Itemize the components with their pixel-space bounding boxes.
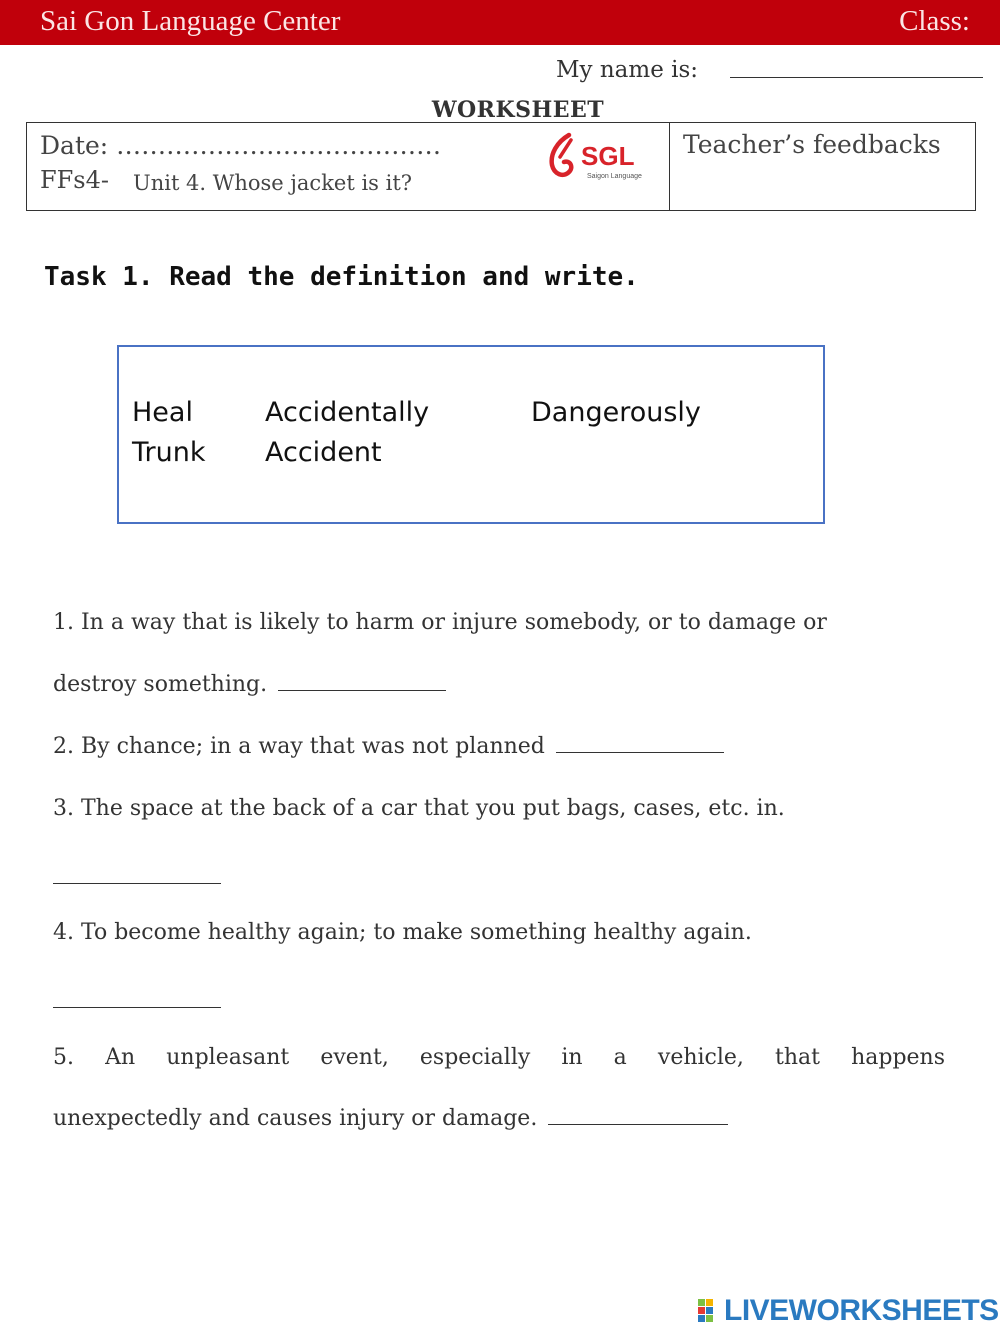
name-blank-line[interactable]: [730, 77, 983, 78]
question-1-text: destroy something.: [53, 672, 268, 697]
answer-blank-5[interactable]: [548, 1124, 728, 1125]
unit-title: Unit 4. Whose jacket is it?: [133, 171, 413, 195]
liveworksheets-watermark: LIVEWORKSHEETS: [724, 1294, 999, 1327]
word-heal: Heal: [132, 397, 193, 428]
liveworksheets-logo-icon: [697, 1298, 723, 1324]
word-accident: Accident: [265, 437, 382, 468]
answer-blank-3[interactable]: [53, 883, 221, 884]
answer-blank-1[interactable]: [278, 690, 446, 691]
task-heading: Task 1. Read the definition and write.: [44, 262, 639, 292]
answer-blank-2[interactable]: [556, 752, 724, 753]
unit-code: FFs4-: [40, 166, 109, 194]
info-left-cell: [27, 123, 670, 210]
name-label: My name is:: [556, 57, 699, 83]
word-dangerously: Dangerously: [531, 397, 701, 428]
question-2-text: 2. By chance; in a way that was not planned: [53, 734, 545, 759]
question-5-text: unexpectedly and causes injury or damage.: [53, 1106, 538, 1131]
question-3: 3. The space at the back of a car that you put bags, cases, etc. in.: [53, 796, 785, 821]
date-label: Date: …………………………………: [40, 131, 442, 160]
word-accidentally: Accidentally: [265, 397, 430, 428]
answer-blank-4[interactable]: [53, 1007, 221, 1008]
teacher-feedback-label: Teacher’s feedbacks: [683, 130, 941, 159]
class-label: Class:: [899, 5, 970, 37]
worksheet-title: WORKSHEET: [431, 97, 605, 123]
question-5-line-1: 5. An unpleasant event, especially in a vehicle, that happens: [53, 1045, 945, 1070]
sgl-logo: [547, 132, 647, 184]
word-box: [117, 345, 825, 524]
center-name: Sai Gon Language Center: [40, 5, 341, 37]
info-table: [26, 122, 976, 211]
word-trunk: Trunk: [132, 437, 206, 468]
logo-text: SGL: [581, 141, 635, 171]
question-5-line-2: [53, 1106, 728, 1131]
question-1-line-1: 1. In a way that is likely to harm or injure somebody, or to damage or: [53, 610, 827, 635]
header-bar: [0, 0, 1000, 45]
question-4: 4. To become healthy again; to make something healthy again.: [53, 920, 752, 945]
question-1-line-2: [53, 672, 446, 697]
question-2: [53, 734, 724, 759]
logo-subtext: Saigon Language: [587, 173, 642, 180]
